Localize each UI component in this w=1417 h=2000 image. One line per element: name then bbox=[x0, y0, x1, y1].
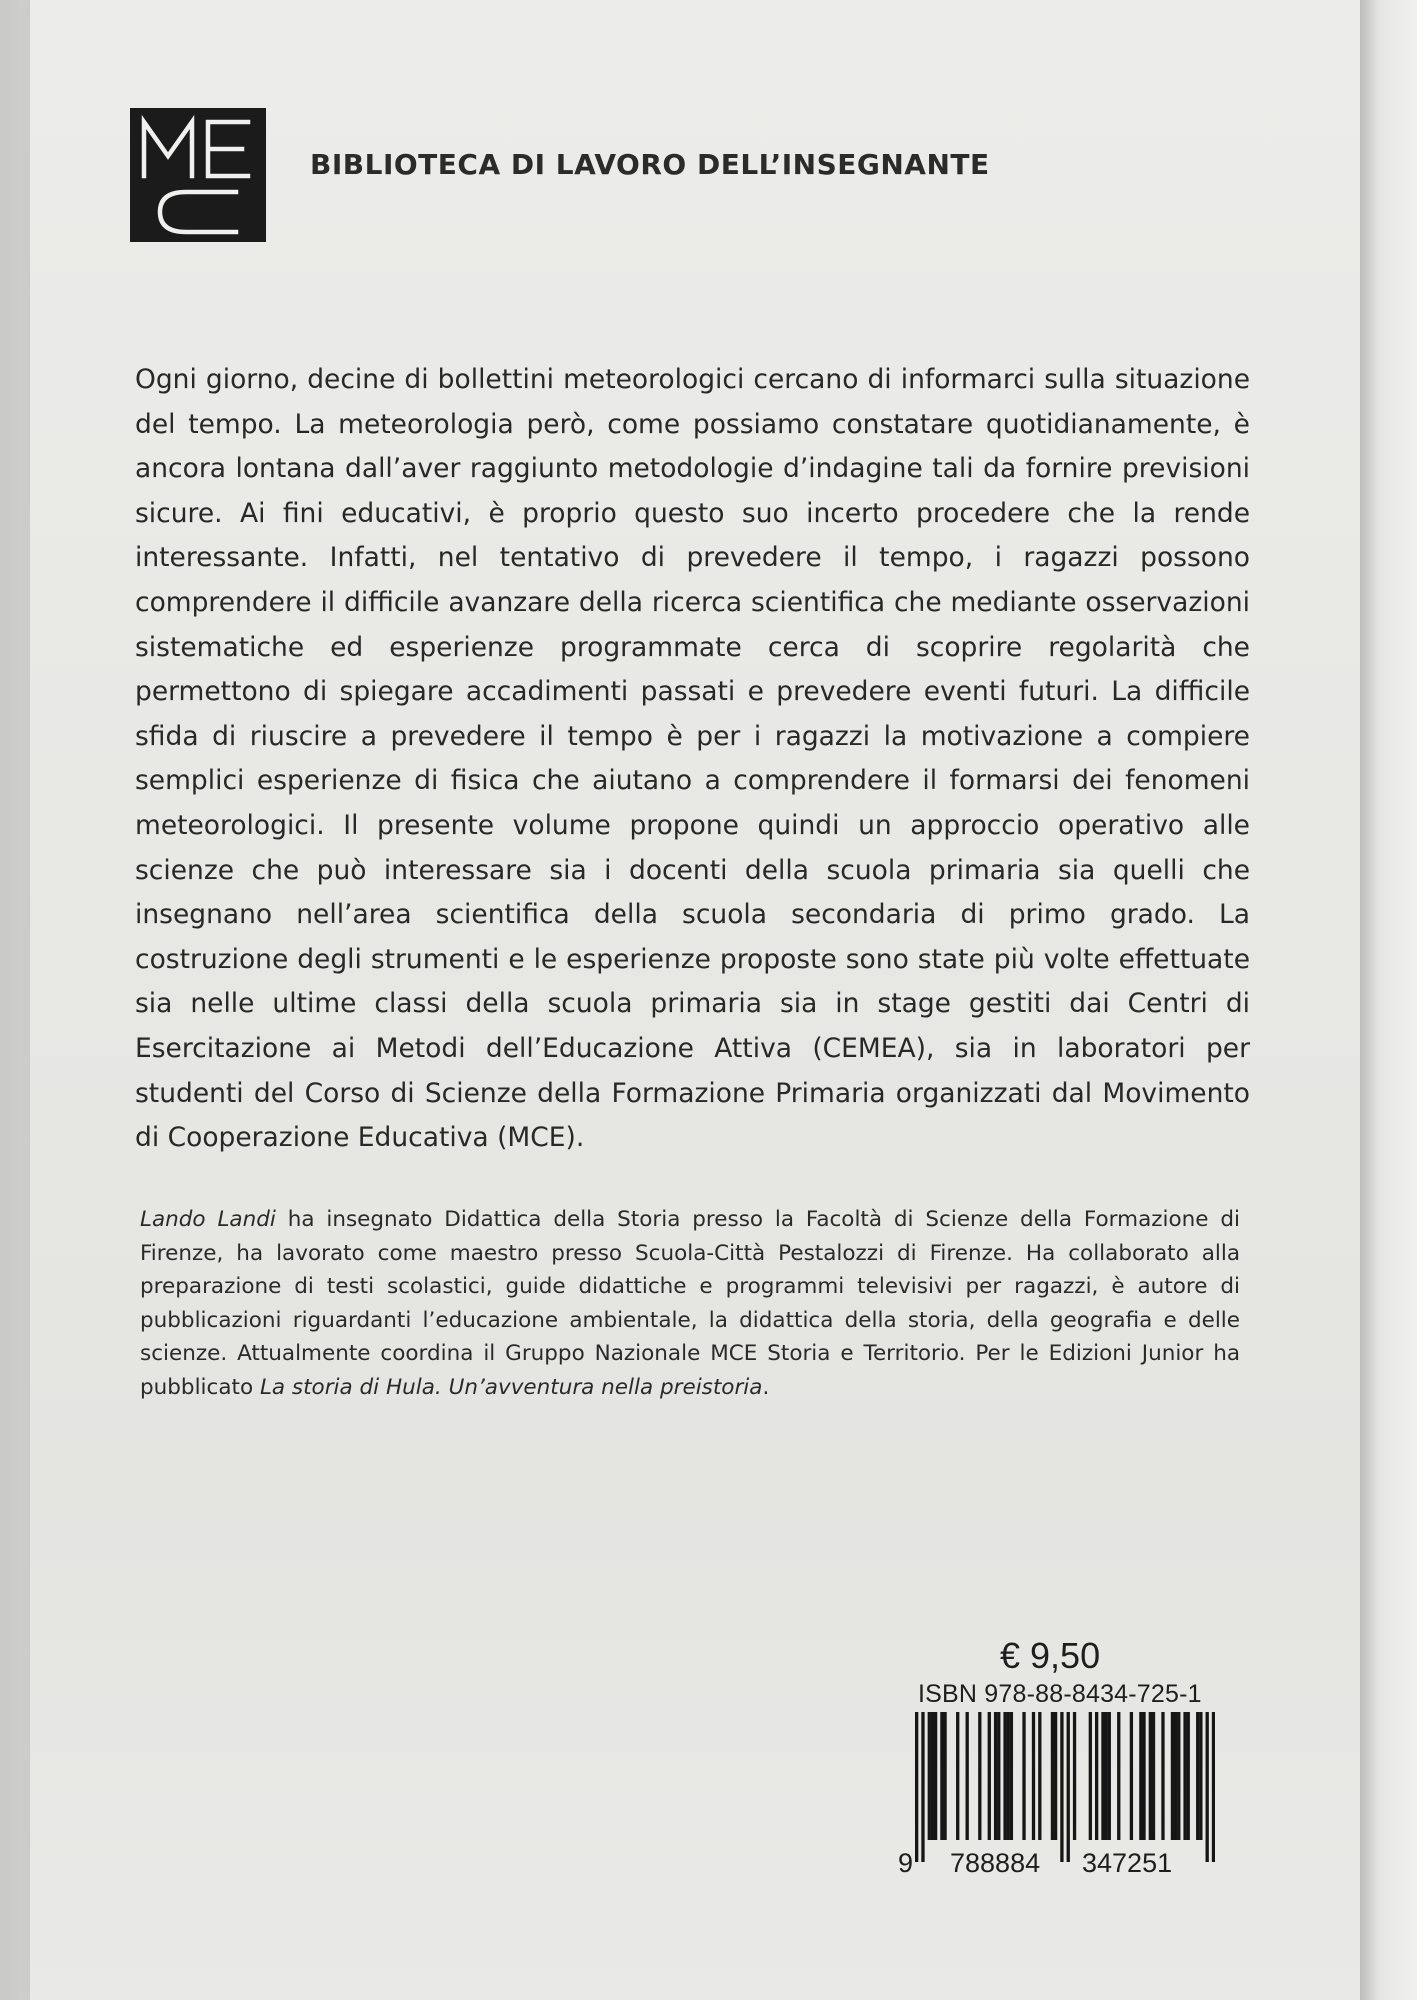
barcode-bar bbox=[921, 1712, 924, 1862]
barcode-bar bbox=[997, 1712, 1000, 1840]
barcode-bar bbox=[1054, 1712, 1057, 1840]
barcode-bar bbox=[1007, 1712, 1010, 1840]
barcode-bar bbox=[1187, 1712, 1190, 1840]
barcode-bar bbox=[1051, 1712, 1054, 1840]
ean-left-group: 788884 bbox=[950, 1848, 1041, 1878]
barcode-bar bbox=[1117, 1712, 1120, 1840]
barcode-bar bbox=[1183, 1712, 1186, 1840]
author-name: Lando Landi bbox=[140, 1207, 276, 1232]
blurb-paragraph: Ogni giorno, decine di bollettini meteorologici cercano di informarci sulla situazione del tempo. La meteorologia però, come possiamo constatare quotidianamente, è ancora lontana dall’aver raggiunto metodologie d’indagine tali da fornire previsioni sicure. Ai fini educativi, è proprio questo suo incerto procedere che la rende interessante. Infatti, nel tentativo di prevedere il tempo, i ragazzi possono comprendere il difficile avanzare della ricerca scientifica che mediante osservazioni sistematiche ed esperienze programmate cerca di scoprire regolarità che permettono di spiegare accadimenti passati e prevedere eventi futuri. La difficile sfida di riuscire a prevedere il tempo è per i ragazzi la motivazione a compiere semplici esperienze di fisica che aiutano a comprendere il formarsi dei fenomeni meteorologici. Il presente volume propone quindi un approccio operativo alle scienze che può interessare sia i docenti della scuola primaria sia quelli che insegnano nell’area scientifica della scuola secondaria di primo grado. La costruzione degli strumenti e le esperienze proposte sono state più volte effettuate sia nelle ultime classi della scuola primaria sia in stage gestiti dai Centri di Esercitazione ai Metodi dell’Educazione Attiva (CEMEA), sia in laboratori per studenti del Corso di Scienze della Formazione Primaria organizzati dal Movimento di Cooperazione Educativa (MCE). bbox=[135, 364, 1250, 1154]
barcode-bar bbox=[928, 1712, 931, 1840]
barcode-bar bbox=[934, 1712, 937, 1840]
barcode-bar bbox=[1199, 1712, 1202, 1840]
barcode-bar bbox=[1032, 1712, 1035, 1840]
barcode-bar bbox=[1003, 1712, 1006, 1840]
barcode-bar bbox=[1089, 1712, 1092, 1840]
bio-text-part-2: . bbox=[762, 1374, 770, 1400]
barcode-bar bbox=[1206, 1712, 1209, 1862]
barcode-bar bbox=[915, 1712, 918, 1862]
barcode-bar bbox=[1095, 1712, 1098, 1840]
barcode-bar bbox=[940, 1712, 943, 1840]
author-bio bbox=[140, 1203, 1240, 1404]
barcode-bar bbox=[1142, 1712, 1145, 1840]
barcode-bar bbox=[1152, 1712, 1155, 1840]
barcode-bar bbox=[931, 1712, 934, 1840]
barcode-bar bbox=[1171, 1712, 1174, 1840]
barcode-bar bbox=[1196, 1712, 1199, 1840]
barcode-bar bbox=[956, 1712, 959, 1840]
barcode-bar bbox=[1060, 1712, 1063, 1862]
barcode-bar bbox=[943, 1712, 946, 1840]
barcode-bar bbox=[1067, 1712, 1070, 1862]
barcode bbox=[915, 1712, 1215, 1862]
barcode-bar bbox=[1212, 1712, 1215, 1862]
barcode-bar bbox=[1104, 1712, 1107, 1840]
barcode-bar bbox=[1139, 1712, 1142, 1840]
barcode-bar bbox=[1149, 1712, 1152, 1840]
barcode-bar bbox=[1101, 1712, 1104, 1840]
barcode-bar bbox=[1073, 1712, 1076, 1840]
barcode-bar bbox=[1130, 1712, 1133, 1840]
barcode-bar bbox=[1174, 1712, 1177, 1840]
book-title: La storia di Hula. Un’avventura nella preistoria bbox=[259, 1374, 763, 1400]
isbn-label: ISBN 978-88-8434-725-1 bbox=[918, 1680, 1202, 1708]
barcode-bar bbox=[978, 1712, 981, 1840]
bio-text-part-1: ha insegnato Didattica della Storia presso la Facoltà di Scienze della Formazione di Firenze, ha lavorato come maestro presso Scuola-Città Pestalozzi di Firenze. Ha collaborato alla preparazione di testi scolastici, guide didattiche e programmi televisivi per ragazzi, è autore di pubblicazioni riguardanti l’educazione ambientale, la didattica della storia, della geografia e delle scienze. Attualmente coordina il Gruppo Nazionale MCE Storia e Territorio. Per le Edizioni Junior ha pubblicato bbox=[140, 1207, 1240, 1400]
price-label: € 9,50 bbox=[1000, 1635, 1101, 1676]
ean-right-group: 347251 bbox=[1082, 1848, 1173, 1878]
barcode-bar bbox=[1038, 1712, 1041, 1840]
barcode-bar bbox=[1177, 1712, 1180, 1840]
mce-logo bbox=[130, 108, 266, 242]
barcode-bar bbox=[1010, 1712, 1013, 1840]
cover-fold-edge bbox=[1360, 0, 1417, 2000]
barcode-bar bbox=[1108, 1712, 1111, 1840]
barcode-bar bbox=[988, 1712, 991, 1840]
ean-first-digit: 9 bbox=[898, 1848, 914, 1878]
series-title: BIBLIOTECA DI LAVORO DELL’INSEGNANTE bbox=[310, 148, 990, 181]
barcode-bar bbox=[1161, 1712, 1164, 1840]
barcode-bar bbox=[966, 1712, 969, 1840]
barcode-bar bbox=[994, 1712, 997, 1840]
barcode-bar bbox=[1022, 1712, 1025, 1840]
